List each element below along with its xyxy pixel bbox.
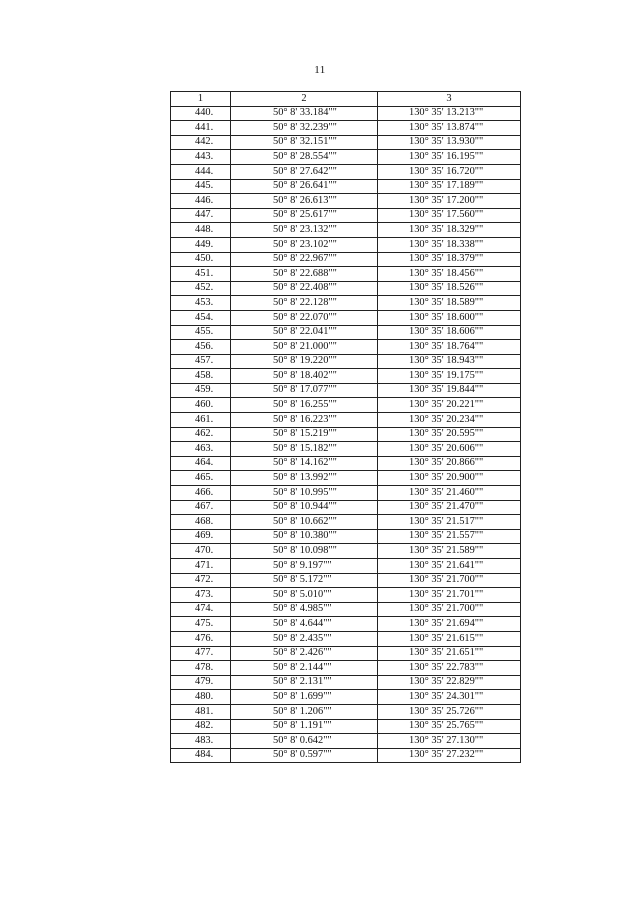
latitude-cell: 50° 8' 18.402"" [231, 369, 378, 384]
header-row [171, 92, 521, 107]
longitude-cell: 130° 35' 18.526"" [378, 281, 521, 296]
longitude-cell: 130° 35' 21.517"" [378, 515, 521, 530]
latitude-cell: 50° 8' 9.197"" [231, 559, 378, 574]
point-number-cell: 462. [171, 427, 231, 442]
table-row [171, 223, 521, 238]
point-number-cell: 472. [171, 573, 231, 588]
point-number-cell: 463. [171, 442, 231, 457]
point-number-cell: 450. [171, 252, 231, 267]
point-number-cell: 452. [171, 281, 231, 296]
latitude-cell: 50° 8' 4.644"" [231, 617, 378, 632]
longitude-cell: 130° 35' 21.460"" [378, 486, 521, 501]
longitude-cell: 130° 35' 13.213"" [378, 106, 521, 121]
point-number-cell: 443. [171, 150, 231, 165]
point-number-cell: 468. [171, 515, 231, 530]
table-row [171, 456, 521, 471]
latitude-cell: 50° 8' 25.617"" [231, 208, 378, 223]
point-number-cell: 453. [171, 296, 231, 311]
point-number-cell: 447. [171, 208, 231, 223]
longitude-cell: 130° 35' 19.844"" [378, 383, 521, 398]
longitude-cell: 130° 35' 18.589"" [378, 296, 521, 311]
point-number-cell: 451. [171, 267, 231, 282]
latitude-cell: 50° 8' 5.010"" [231, 588, 378, 603]
table-row [171, 267, 521, 282]
table-row [171, 442, 521, 457]
latitude-cell: 50° 8' 26.641"" [231, 179, 378, 194]
latitude-cell: 50° 8' 2.144"" [231, 661, 378, 676]
latitude-cell: 50° 8' 16.255"" [231, 398, 378, 413]
table-row [171, 631, 521, 646]
latitude-cell: 50° 8' 32.151"" [231, 135, 378, 150]
longitude-cell: 130° 35' 20.221"" [378, 398, 521, 413]
longitude-cell: 130° 35' 21.470"" [378, 500, 521, 515]
table-row [171, 325, 521, 340]
longitude-cell: 130° 35' 13.930"" [378, 135, 521, 150]
header-col-1: 1 [171, 92, 231, 107]
table-row [171, 573, 521, 588]
longitude-cell: 130° 35' 19.175"" [378, 369, 521, 384]
longitude-cell: 130° 35' 21.557"" [378, 529, 521, 544]
table-row [171, 690, 521, 705]
table-row [171, 748, 521, 763]
latitude-cell: 50° 8' 14.162"" [231, 456, 378, 471]
table-row [171, 734, 521, 749]
table-row [171, 237, 521, 252]
table-row [171, 135, 521, 150]
point-number-cell: 448. [171, 223, 231, 238]
table-row [171, 529, 521, 544]
longitude-cell: 130° 35' 21.615"" [378, 631, 521, 646]
point-number-cell: 446. [171, 194, 231, 209]
coordinates-table [170, 91, 521, 763]
longitude-cell: 130° 35' 20.234"" [378, 413, 521, 428]
longitude-cell: 130° 35' 18.943"" [378, 354, 521, 369]
latitude-cell: 50° 8' 15.182"" [231, 442, 378, 457]
longitude-cell: 130° 35' 20.866"" [378, 456, 521, 471]
table-row [171, 281, 521, 296]
table-row [171, 617, 521, 632]
latitude-cell: 50° 8' 26.613"" [231, 194, 378, 209]
longitude-cell: 130° 35' 20.900"" [378, 471, 521, 486]
latitude-cell: 50° 8' 27.642"" [231, 164, 378, 179]
longitude-cell: 130° 35' 17.200"" [378, 194, 521, 209]
latitude-cell: 50° 8' 22.041"" [231, 325, 378, 340]
point-number-cell: 441. [171, 121, 231, 136]
table-row [171, 413, 521, 428]
table-row [171, 310, 521, 325]
latitude-cell: 50° 8' 22.070"" [231, 310, 378, 325]
table-row [171, 354, 521, 369]
table-row [171, 106, 521, 121]
table-header [171, 92, 521, 107]
table-row [171, 150, 521, 165]
table-row [171, 340, 521, 355]
latitude-cell: 50° 8' 21.000"" [231, 340, 378, 355]
point-number-cell: 456. [171, 340, 231, 355]
table-row [171, 559, 521, 574]
header-col-3: 3 [378, 92, 521, 107]
longitude-cell: 130° 35' 20.595"" [378, 427, 521, 442]
longitude-cell: 130° 35' 16.720"" [378, 164, 521, 179]
point-number-cell: 480. [171, 690, 231, 705]
longitude-cell: 130° 35' 25.726"" [378, 704, 521, 719]
point-number-cell: 440. [171, 106, 231, 121]
point-number-cell: 484. [171, 748, 231, 763]
table-row [171, 719, 521, 734]
longitude-cell: 130° 35' 21.641"" [378, 559, 521, 574]
point-number-cell: 442. [171, 135, 231, 150]
point-number-cell: 482. [171, 719, 231, 734]
latitude-cell: 50° 8' 10.662"" [231, 515, 378, 530]
longitude-cell: 130° 35' 25.765"" [378, 719, 521, 734]
table-row [171, 500, 521, 515]
longitude-cell: 130° 35' 13.874"" [378, 121, 521, 136]
header-col-2: 2 [231, 92, 378, 107]
longitude-cell: 130° 35' 18.456"" [378, 267, 521, 282]
table-row [171, 369, 521, 384]
longitude-cell: 130° 35' 22.829"" [378, 675, 521, 690]
point-number-cell: 466. [171, 486, 231, 501]
longitude-cell: 130° 35' 21.700"" [378, 602, 521, 617]
point-number-cell: 467. [171, 500, 231, 515]
latitude-cell: 50° 8' 13.992"" [231, 471, 378, 486]
table-row [171, 383, 521, 398]
latitude-cell: 50° 8' 33.184"" [231, 106, 378, 121]
longitude-cell: 130° 35' 21.589"" [378, 544, 521, 559]
longitude-cell: 130° 35' 18.600"" [378, 310, 521, 325]
table-row [171, 208, 521, 223]
point-number-cell: 445. [171, 179, 231, 194]
longitude-cell: 130° 35' 18.338"" [378, 237, 521, 252]
point-number-cell: 479. [171, 675, 231, 690]
latitude-cell: 50° 8' 2.435"" [231, 631, 378, 646]
point-number-cell: 469. [171, 529, 231, 544]
longitude-cell: 130° 35' 27.130"" [378, 734, 521, 749]
point-number-cell: 478. [171, 661, 231, 676]
table-row [171, 486, 521, 501]
latitude-cell: 50° 8' 22.128"" [231, 296, 378, 311]
longitude-cell: 130° 35' 18.379"" [378, 252, 521, 267]
table-row [171, 675, 521, 690]
point-number-cell: 444. [171, 164, 231, 179]
longitude-cell: 130° 35' 16.195"" [378, 150, 521, 165]
table-row [171, 164, 521, 179]
latitude-cell: 50° 8' 10.098"" [231, 544, 378, 559]
latitude-cell: 50° 8' 17.077"" [231, 383, 378, 398]
latitude-cell: 50° 8' 10.380"" [231, 529, 378, 544]
longitude-cell: 130° 35' 21.700"" [378, 573, 521, 588]
table-row [171, 194, 521, 209]
longitude-cell: 130° 35' 21.651"" [378, 646, 521, 661]
point-number-cell: 465. [171, 471, 231, 486]
latitude-cell: 50° 8' 4.985"" [231, 602, 378, 617]
latitude-cell: 50° 8' 1.191"" [231, 719, 378, 734]
point-number-cell: 464. [171, 456, 231, 471]
point-number-cell: 470. [171, 544, 231, 559]
page-number: 11 [314, 64, 326, 76]
longitude-cell: 130° 35' 24.301"" [378, 690, 521, 705]
point-number-cell: 471. [171, 559, 231, 574]
table-row [171, 661, 521, 676]
latitude-cell: 50° 8' 2.131"" [231, 675, 378, 690]
point-number-cell: 481. [171, 704, 231, 719]
table-row [171, 296, 521, 311]
latitude-cell: 50° 8' 32.239"" [231, 121, 378, 136]
latitude-cell: 50° 8' 10.944"" [231, 500, 378, 515]
latitude-cell: 50° 8' 23.132"" [231, 223, 378, 238]
table-row [171, 515, 521, 530]
point-number-cell: 483. [171, 734, 231, 749]
longitude-cell: 130° 35' 18.764"" [378, 340, 521, 355]
latitude-cell: 50° 8' 22.408"" [231, 281, 378, 296]
latitude-cell: 50° 8' 22.688"" [231, 267, 378, 282]
longitude-cell: 130° 35' 17.560"" [378, 208, 521, 223]
point-number-cell: 473. [171, 588, 231, 603]
point-number-cell: 461. [171, 413, 231, 428]
table-row [171, 179, 521, 194]
longitude-cell: 130° 35' 21.694"" [378, 617, 521, 632]
latitude-cell: 50° 8' 23.102"" [231, 237, 378, 252]
latitude-cell: 50° 8' 10.995"" [231, 486, 378, 501]
table-row [171, 121, 521, 136]
longitude-cell: 130° 35' 18.606"" [378, 325, 521, 340]
point-number-cell: 476. [171, 631, 231, 646]
table-row [171, 252, 521, 267]
table-row [171, 704, 521, 719]
table-body [171, 106, 521, 763]
latitude-cell: 50° 8' 19.220"" [231, 354, 378, 369]
latitude-cell: 50° 8' 0.642"" [231, 734, 378, 749]
point-number-cell: 454. [171, 310, 231, 325]
latitude-cell: 50° 8' 1.206"" [231, 704, 378, 719]
table-row [171, 602, 521, 617]
table-row [171, 427, 521, 442]
longitude-cell: 130° 35' 22.783"" [378, 661, 521, 676]
point-number-cell: 474. [171, 602, 231, 617]
point-number-cell: 457. [171, 354, 231, 369]
longitude-cell: 130° 35' 21.701"" [378, 588, 521, 603]
point-number-cell: 455. [171, 325, 231, 340]
latitude-cell: 50° 8' 0.597"" [231, 748, 378, 763]
table-row [171, 544, 521, 559]
latitude-cell: 50° 8' 1.699"" [231, 690, 378, 705]
table-row [171, 646, 521, 661]
table-row [171, 398, 521, 413]
longitude-cell: 130° 35' 17.189"" [378, 179, 521, 194]
point-number-cell: 460. [171, 398, 231, 413]
longitude-cell: 130° 35' 20.606"" [378, 442, 521, 457]
table-row [171, 588, 521, 603]
point-number-cell: 458. [171, 369, 231, 384]
table-row [171, 471, 521, 486]
point-number-cell: 475. [171, 617, 231, 632]
latitude-cell: 50° 8' 16.223"" [231, 413, 378, 428]
latitude-cell: 50° 8' 2.426"" [231, 646, 378, 661]
point-number-cell: 477. [171, 646, 231, 661]
latitude-cell: 50° 8' 15.219"" [231, 427, 378, 442]
point-number-cell: 449. [171, 237, 231, 252]
longitude-cell: 130° 35' 27.232"" [378, 748, 521, 763]
latitude-cell: 50° 8' 5.172"" [231, 573, 378, 588]
longitude-cell: 130° 35' 18.329"" [378, 223, 521, 238]
latitude-cell: 50° 8' 22.967"" [231, 252, 378, 267]
latitude-cell: 50° 8' 28.554"" [231, 150, 378, 165]
point-number-cell: 459. [171, 383, 231, 398]
